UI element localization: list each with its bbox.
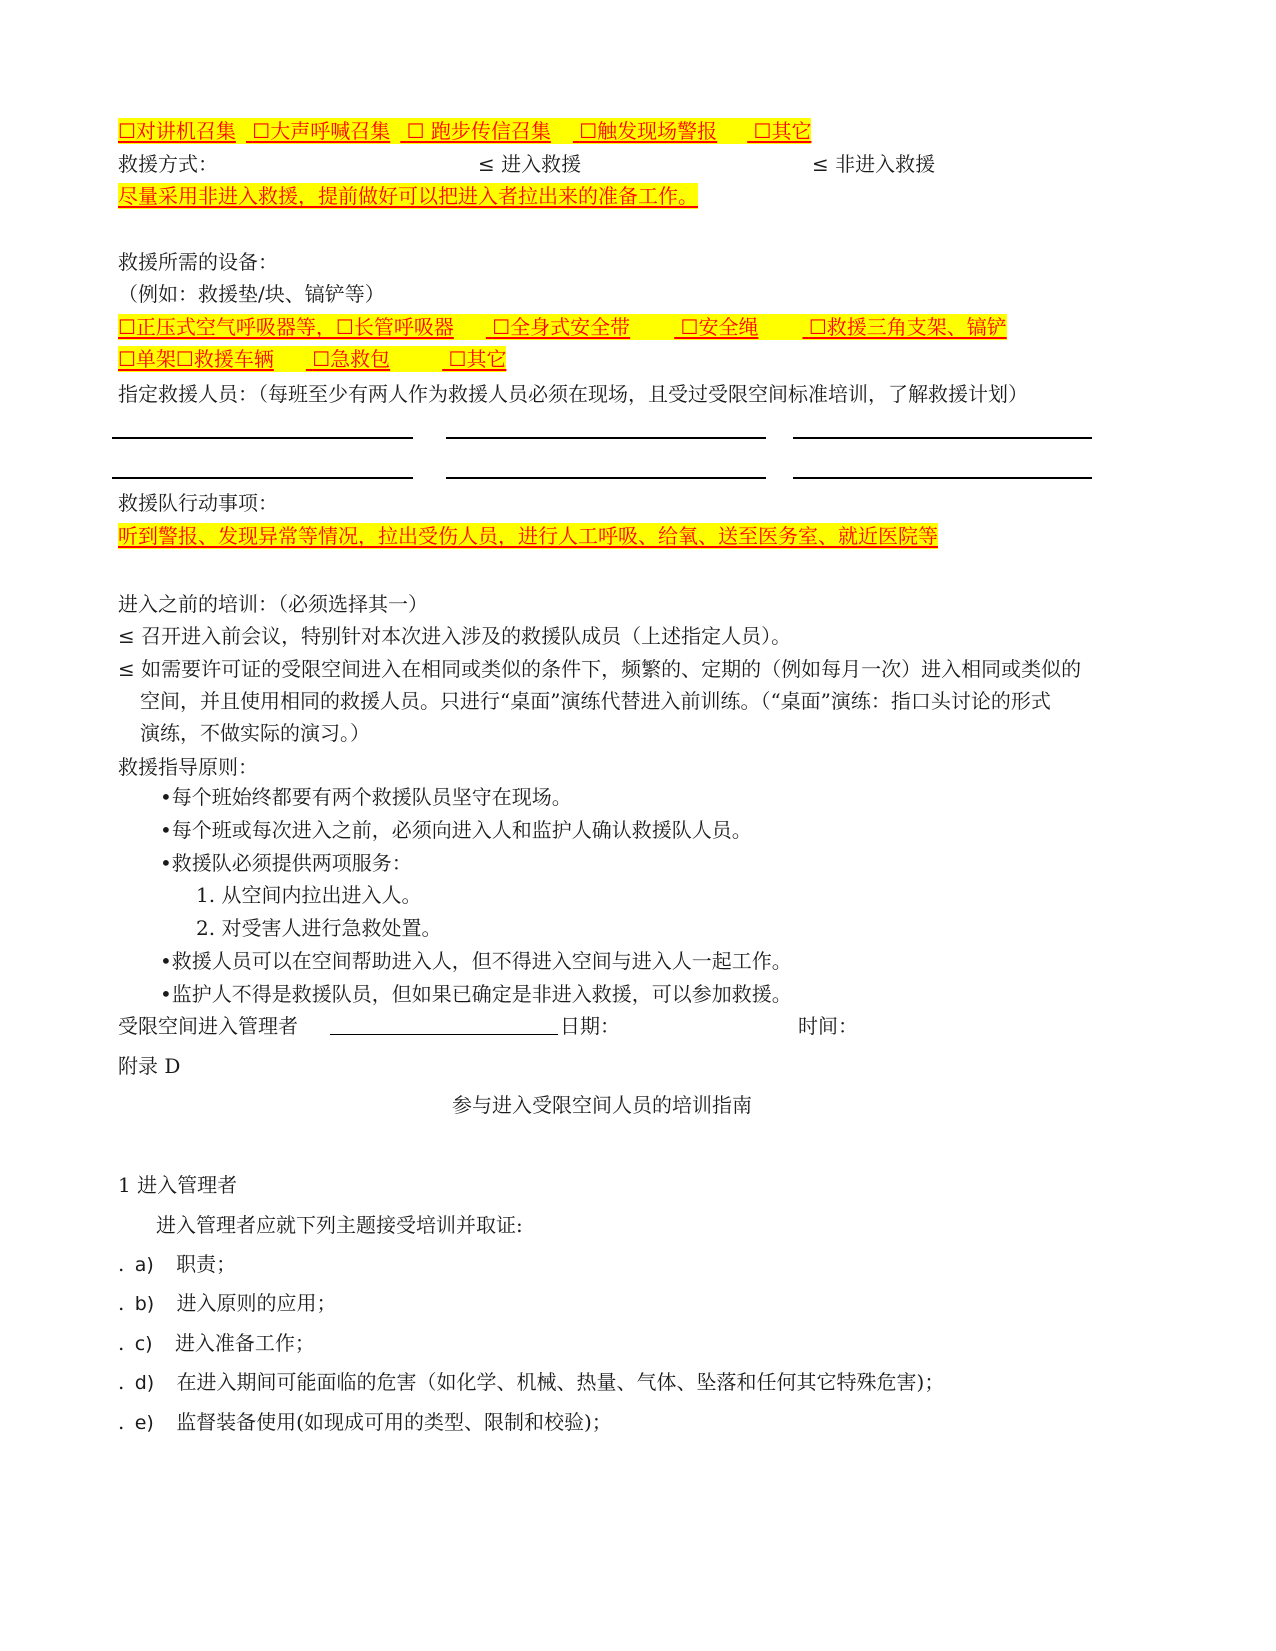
training-topic — [118, 1409, 612, 1436]
section-heading: 1 进入管理者 — [118, 1173, 238, 1197]
signature-line — [446, 437, 766, 439]
equipment-label: 救援所需的设备： — [118, 250, 278, 274]
training-topic — [118, 1290, 337, 1317]
list-dot: . — [118, 1370, 125, 1394]
team-actions-text: 听到警报、发现异常等情况，拉出受伤人员，进行人工呼吸、给氧、送至医务室、就近医院等 — [118, 524, 938, 548]
equipment-option: ☐正压式空气呼吸器等，☐长管呼吸器 — [118, 315, 454, 339]
equipment-option: ☐其它 — [448, 347, 507, 371]
equipment-option: ☐全身式安全带 — [492, 315, 631, 339]
equipment-option: ☐救援三角支架、镐铲 — [808, 315, 1007, 339]
rescue-method-label: 救援方式： — [118, 152, 218, 176]
principle-subitem: 1. 从空间内拉出进入人。 — [196, 883, 422, 907]
training-option-2-cont: 空间，并且使用相同的救援人员。只进行“桌面”演练代替进入前训练。（“桌面”演练：指口头讨论的形式 — [140, 689, 1051, 713]
entry-manager-label: 受限空间进入管理者 — [118, 1014, 298, 1038]
list-dot: . — [118, 1252, 125, 1276]
list-marker: b) — [134, 1293, 155, 1315]
appendix-title: 参与进入受限空间人员的培训指南 — [452, 1093, 752, 1117]
list-marker: d) — [134, 1372, 155, 1394]
training-topic — [118, 1330, 315, 1357]
rescue-method-entry: ≤ 进入救援 — [478, 152, 582, 176]
alarm-option: ☐其它 — [753, 119, 812, 143]
equipment-row-1 — [118, 314, 1007, 340]
equipment-example: （例如：救援垫/块、镐铲等） — [118, 282, 385, 306]
list-marker: a) — [134, 1254, 154, 1276]
list-dot: . — [118, 1331, 125, 1355]
training-topic — [118, 1251, 236, 1278]
signature-line — [112, 477, 413, 479]
list-dot: . — [118, 1291, 125, 1315]
entry-manager-signature-line — [330, 1034, 558, 1035]
section-intro: 进入管理者应就下列主题接受培训并取证: — [156, 1213, 523, 1237]
list-marker: e) — [134, 1412, 154, 1434]
principles-label: 救援指导原则： — [118, 755, 258, 779]
alarm-option: ☐触发现场警报 — [579, 119, 718, 143]
training-option-2: ≤ 如需要许可证的受限空间进入在相同或类似的条件下，频繁的、定期的（例如每月一次）进入相同或类似的 — [118, 657, 1082, 681]
equipment-option: ☐安全绳 — [680, 315, 759, 339]
signature-line — [793, 437, 1092, 439]
topic-text: 职责； — [176, 1252, 237, 1276]
equipment-row-2 — [118, 346, 506, 372]
training-label: 进入之前的培训：（必须选择其一） — [118, 592, 428, 616]
topic-text: 进入准备工作； — [174, 1331, 315, 1355]
equipment-option: ☐单架☐救援车辆 — [118, 347, 274, 371]
topic-text: 在进入期间可能面临的危害（如化学、机械、热量、气体、坠落和任何其它特殊危害)； — [176, 1370, 945, 1394]
rescue-method-note: 尽量采用非进入救援，提前做好可以把进入者拉出来的准备工作。 — [118, 184, 698, 208]
principle-item: •每个班或每次进入之前，必须向进入人和监护人确认救援队人员。 — [160, 818, 752, 842]
principle-item: •每个班始终都要有两个救援队员坚守在现场。 — [160, 785, 572, 809]
alarm-option: ☐ 跑步传信召集 — [406, 119, 551, 143]
time-label: 时间： — [798, 1014, 858, 1038]
topic-text: 进入原则的应用； — [176, 1291, 337, 1315]
training-option-2-cont: 演练，不做实际的演习。） — [140, 721, 370, 745]
date-label: 日期： — [560, 1014, 620, 1038]
alarm-option: ☐对讲机召集 — [118, 119, 236, 143]
signature-line — [446, 477, 766, 479]
designated-rescuers-label: 指定救援人员：（每班至少有两人作为救援人员必须在现场，且受过受限空间标准培训，了解救援计划） — [118, 382, 1028, 406]
team-actions-label: 救援队行动事项： — [118, 491, 278, 515]
principle-item: •救援人员可以在空间帮助进入人，但不得进入空间与进入人一起工作。 — [160, 949, 792, 973]
rescue-method-non-entry: ≤ 非进入救援 — [812, 152, 936, 176]
training-option-1: ≤ 召开进入前会议，特别针对本次进入涉及的救援队成员（上述指定人员）。 — [118, 624, 792, 648]
list-marker: c) — [134, 1333, 153, 1355]
appendix-label: 附录 D — [118, 1054, 181, 1078]
signature-line — [793, 477, 1092, 479]
principle-subitem: 2. 对受害人进行急救处置。 — [196, 916, 442, 940]
alarm-option: ☐大声呼喊召集 — [252, 119, 391, 143]
topic-text: 监督装备使用(如现成可用的类型、限制和校验)； — [176, 1410, 612, 1434]
alarm-options — [118, 118, 811, 144]
list-dot: . — [118, 1410, 125, 1434]
principle-item: •救援队必须提供两项服务： — [160, 851, 412, 875]
principle-item: •监护人不得是救援队员，但如果已确定是非进入救援，可以参加救援。 — [160, 982, 792, 1006]
signature-line — [112, 437, 413, 439]
equipment-option: ☐急救包 — [312, 347, 391, 371]
training-topic — [118, 1369, 944, 1396]
